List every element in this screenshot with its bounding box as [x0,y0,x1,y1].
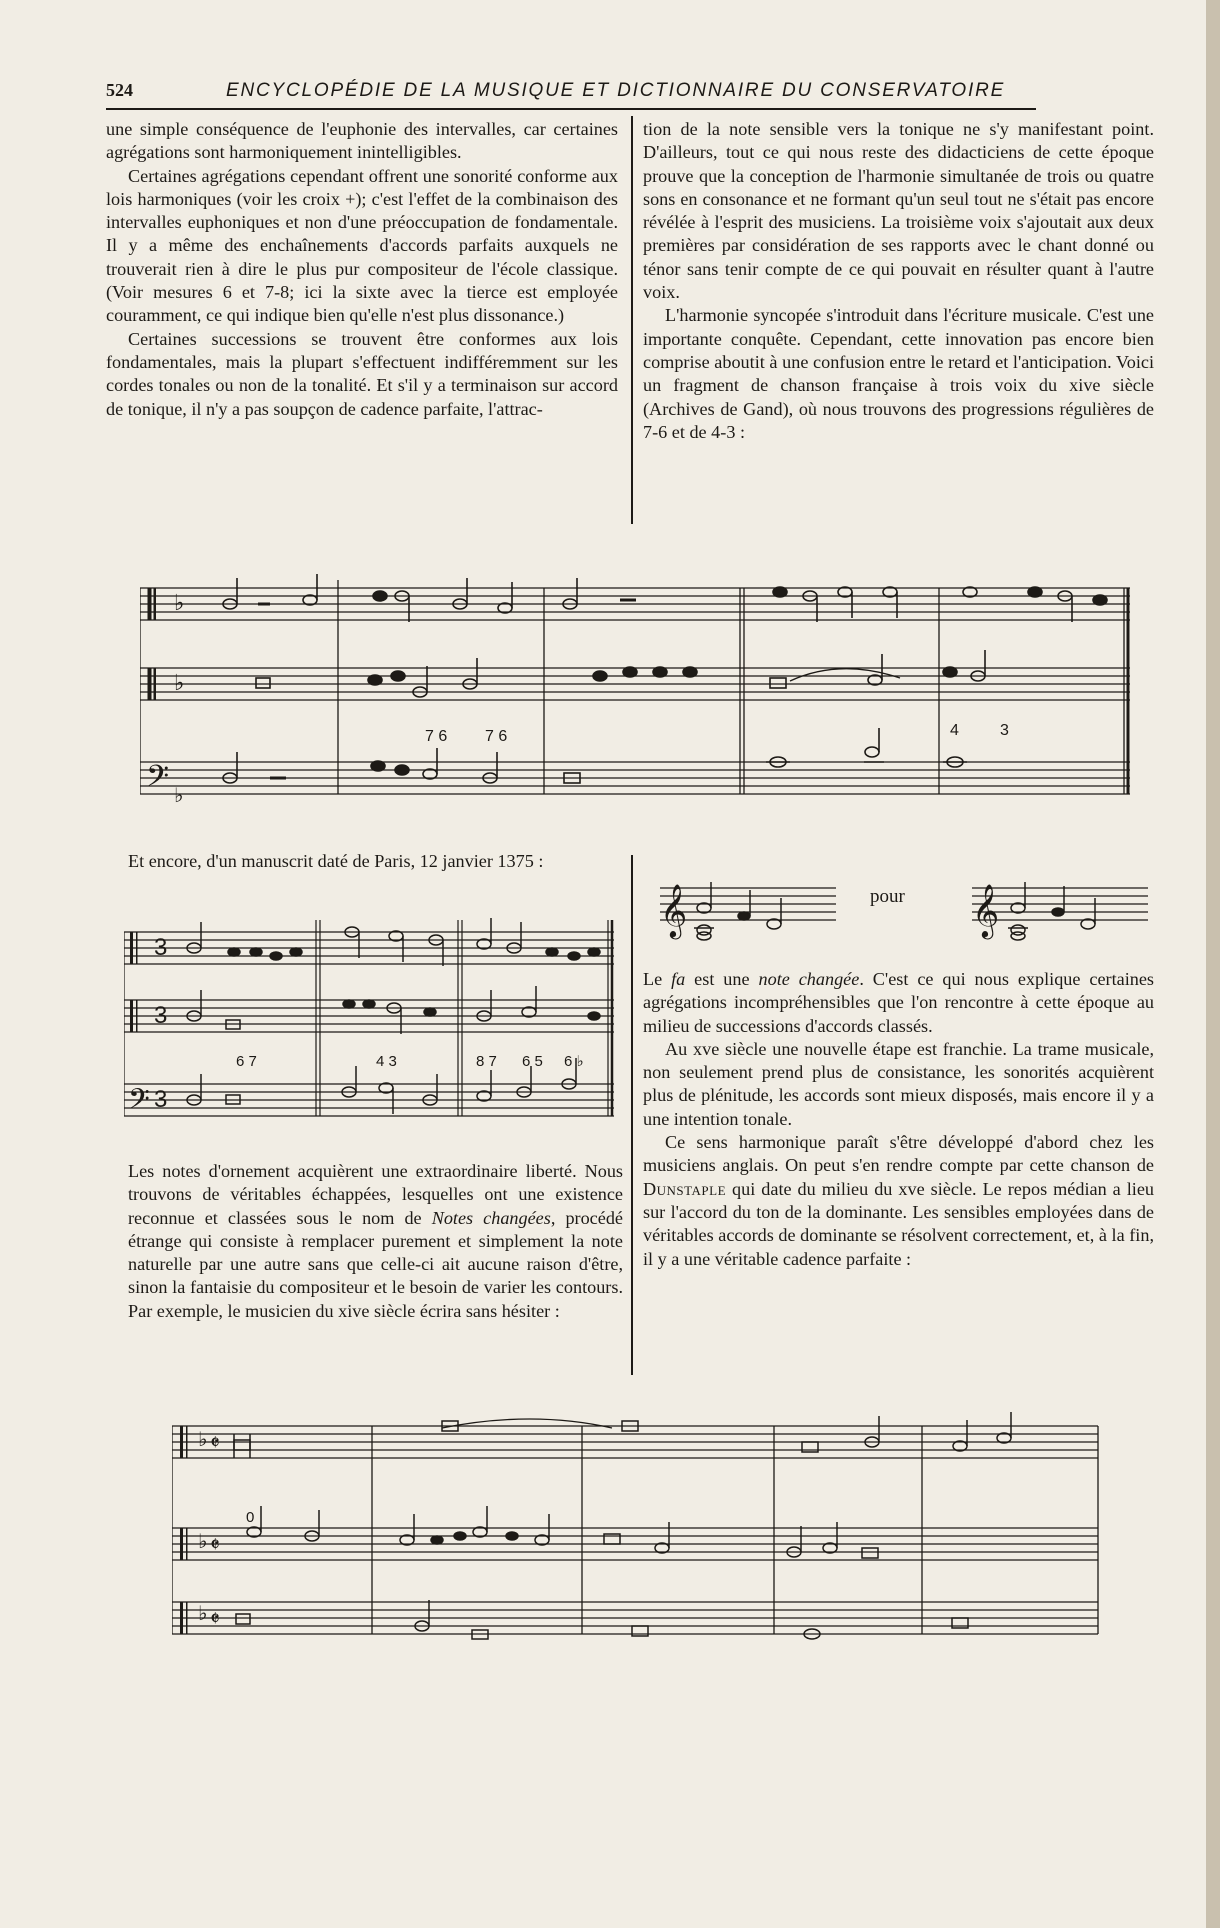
figured-bass: 4 [950,722,959,739]
column-rule [631,855,633,1375]
paragraph [128,1160,623,1323]
composer-name: Dunstaple [643,1178,727,1199]
text-run: Le [643,969,672,989]
paragraph: Au xve siècle une nouvelle étape est franchie. La trame musicale, non seulement prend plus de consistance, les sonorités acquièrent plus de plénitude, les accords sont mieux disposés, mais encore il y a une intention tonale. [643,1038,1154,1129]
flat-icon: ♭ [198,1603,208,1625]
figured-bass: 3 [1000,722,1009,739]
paragraph: Et encore, d'un manuscrit daté de Paris, 12 janvier 1375 : [128,851,544,871]
c-clef-icon [148,668,151,700]
figured-bass: 7 6 [425,728,448,745]
paragraph: L'harmonie syncopée s'introduit dans l'écriture musicale. C'est une importante conquête. Cependant, cette innovation pas encore bien comprise aboutit à une confusion entre le retard et l'anticipation. Voici un fragment de chanson française à trois voix du xive siècle (Archives de Gand), où nous trouvons des progressions régulières de 7-6 et de 4-3 : [643,305,1154,442]
c-clef-icon [148,588,151,620]
flat-icon: ♭ [174,785,184,807]
c-clef-icon [130,932,133,964]
flat-icon: ♭ [174,590,185,615]
c-clef-icon [180,1602,183,1634]
text-run: , procédé étrange qui consiste à remplacer purement et simplement la note naturelle par une autre sans que celle-ci ait aucune raison d'être, sinon la fantaisie du compositeur et le besoin de varier les contours. Par exemple, le musicien du xive siècle écrira sans hésiter : [128,1207,623,1321]
text-run: Les notes d'ornement acquièrent une extraordinaire liberté. Nous trouvons de véritables échappées, lesquelles ont une existence reconnue et classées sous le nom de [128,1161,623,1228]
figured-bass: 6 ♭ [564,1053,584,1070]
page-edge [1206,0,1220,1928]
staff-bass [140,762,1130,794]
paragraph: une simple conséquence de l'euphonie des intervalles, car certaines agrégations sont harmoniquement inintelligibles. [106,119,618,163]
header-rule [106,108,1036,110]
flat-icon: ♭ [174,670,185,695]
page-number: 524 [106,80,133,100]
text-run: est une [685,969,759,989]
bass-clef-icon: 𝄢 [128,1084,150,1122]
c-clef-icon [130,1000,133,1032]
treble-clef-icon: 𝄞 [660,884,688,936]
cut-time-icon: 𝄵 [210,1430,220,1455]
paragraph: Certaines agrégations cependant offrent une sonorité conforme aux lois harmoniques (voir les croix +); c'est l'effet de la combinaison des intervalles euphoniques et non d'une préoccupation de fondamentale. Il y a même des enchaînements d'accords parfaits auxquels ne trouverait rien à dire le plus pur compositeur de l'école classique. (Voir mesures 6 et 7-8; ici la sixte avec la tierce est employée couramment, ce qui indique bien qu'elle n'est plus dissonance.) [106,165,618,326]
left-column-bottom [128,1160,623,1323]
figured-bass: 7 6 [485,728,508,745]
note-changee-example [656,858,1156,968]
treble-clef-icon: 𝄞 [972,884,1000,936]
term-italic: fa [671,969,686,989]
time-signature-3: 3 [154,1086,168,1113]
musical-score-gand [140,566,1134,816]
figured-bass: 6 5 [522,1053,543,1070]
staff-treble [140,588,1130,620]
musical-score-dunstaple [172,1406,1102,1656]
figured-bass: 8 7 [476,1053,497,1070]
flat-icon: ♭ [198,1531,208,1553]
term-italic: note changée [758,969,860,989]
term-italic: Notes changées [431,1207,551,1228]
fingering-mark: 0 [246,1509,255,1526]
c-clef-icon [180,1426,183,1458]
musical-score-1375 [124,910,620,1130]
bass-clef-icon: 𝄢 [146,759,170,800]
flat-icon: ♭ [198,1429,208,1451]
paragraph [643,1131,1154,1271]
paragraph [643,968,1154,1038]
left-column-top [106,118,618,421]
figured-bass: 4 3 [376,1053,397,1070]
right-column-top [643,118,1154,444]
time-signature-3: 3 [154,1002,168,1029]
text-run: qui date du milieu du xve siècle. Le repos médian a lieu sur l'accord du ton de la dominante. Les sensibles employées dans de véritables accords de dominante se résolvent correctement, et, à la fin, il y a une véritable cadence parfaite : [643,1178,1154,1269]
cut-time-icon: 𝄵 [210,1532,220,1557]
c-clef-icon [180,1528,183,1560]
page-header [106,78,1036,106]
cut-time-icon: 𝄵 [210,1606,220,1631]
right-column-bottom [643,968,1154,1271]
left-column-middle [128,850,623,873]
text-run: . C'est ce qui nous explique certaines agrégations incompréhensibles que l'on rencontre à cette époque au milieu de successions d'accords classés. [643,969,1155,1036]
text-run: Ce sens harmonique paraît s'être développé d'abord chez les musiciens anglais. On peut s'en rendre compte par cette chanson de [643,1132,1154,1176]
time-signature-3: 3 [154,934,168,961]
running-title: ENCYCLOPÉDIE DE LA MUSIQUE ET DICTIONNAIRE DU CONSERVATOIRE [226,80,1006,101]
paragraph: tion de la note sensible vers la tonique ne s'y manifestant point. D'ailleurs, tout ce qui nous reste des didacticiens de cette époque prouve que la conception de l'harmonie simultanée de trois ou quatre sons en consonance et ne formant qu'un seul tout ne s'était pas encore révélée à l'esprit des musiciens. La troisième voix s'ajoutait aux deux premières par considération de ses rapports avec le chant donné ou ténor sans tenir compte de ce qui pouvait en résulter quant à l'autre voix. [643,119,1154,303]
figured-bass: 6 7 [236,1053,257,1070]
column-rule [631,116,633,524]
pour-label: pour [870,886,905,907]
paragraph: Certaines successions se trouvent être conformes aux lois fondamentales, mais la plupart s'effectuent indifféremment sur les cordes tonales ou non de la tonalité. Et s'il y a terminaison sur accord de tonique, il n'y a pas soupçon de cadence parfaite, l'attrac- [106,328,618,419]
